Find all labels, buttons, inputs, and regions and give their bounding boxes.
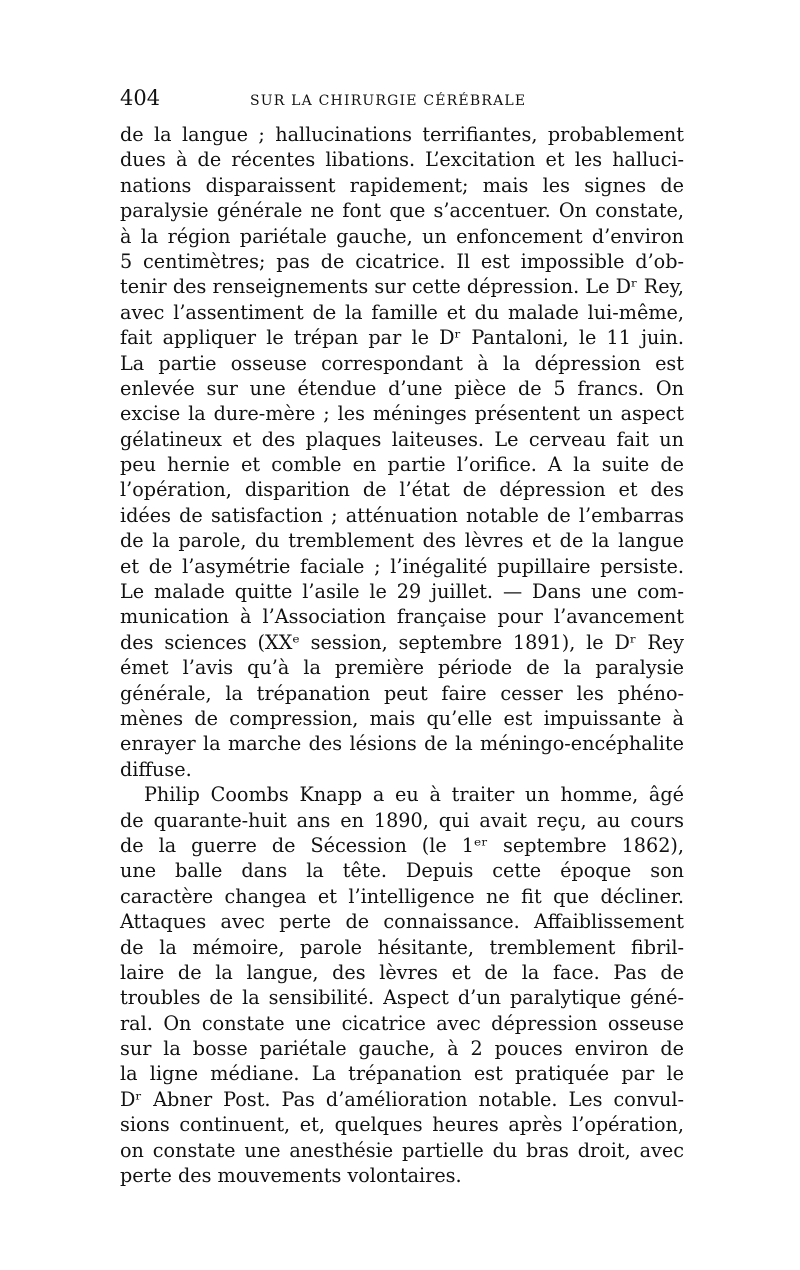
text-line: La partie osseuse correspondant à la dépression est	[120, 351, 684, 375]
text-line: munication à l’Association française pour l’avancement	[120, 605, 684, 629]
text-line: la ligne médiane. La trépanation est pratiquée par le	[120, 1062, 684, 1086]
text-line: des sciences (XXᵉ session, septembre 1891), le Dʳ Rey	[120, 630, 684, 654]
text-line: caractère changea et l’intelligence ne fit que décliner.	[120, 884, 684, 908]
text-line: gélatineux et des plaques laiteuses. Le cerveau fait un	[120, 427, 684, 451]
running-title: SUR LA CHIRURGIE CÉRÉBRALE	[250, 93, 527, 109]
text-line: mènes de compression, mais qu’elle est impuissante à	[120, 706, 684, 730]
text-line: l’opération, disparition de l’état de dépression et des	[120, 478, 684, 502]
text-line: troubles de la sensibilité. Aspect d’un paralytique géné-	[120, 986, 684, 1010]
text-line: ral. On constate une cicatrice avec dépression osseuse	[120, 1011, 684, 1035]
text-line: Le malade quitte l’asile le 29 juillet. — Dans une com-	[120, 580, 684, 604]
text-line: excise la dure-mère ; les méninges présentent un aspect	[120, 402, 684, 426]
text-line: tenir des renseignements sur cette dépression. Le Dʳ Rey,	[120, 275, 684, 299]
text-line: générale, la trépanation peut faire cesser les phéno-	[120, 681, 684, 705]
paragraph	[120, 782, 684, 1188]
text-line: enlevée sur une étendue d’une pièce de 5 francs. On	[120, 376, 684, 400]
text-line: nations disparaissent rapidement; mais les signes de	[120, 173, 684, 197]
running-head	[120, 86, 684, 122]
text-line: sions continuent, et, quelques heures après l’opération,	[120, 1113, 684, 1137]
text-line: Attaques avec perte de connaissance. Affaiblissement	[120, 910, 684, 934]
text-line: peu hernie et comble en partie l’orifice. A la suite de	[120, 453, 684, 477]
body-text	[120, 122, 684, 1188]
text-line: à la région pariétale gauche, un enfoncement d’environ	[120, 224, 684, 248]
text-line: de la parole, du tremblement des lèvres et de la langue	[120, 529, 684, 553]
text-line: laire de la langue, des lèvres et de la face. Pas de	[120, 960, 684, 984]
page-number: 404	[120, 86, 161, 110]
text-line: une balle dans la tête. Depuis cette époque son	[120, 859, 684, 883]
text-line: de quarante-huit ans en 1890, qui avait reçu, au cours	[120, 808, 684, 832]
text-line: sur la bosse pariétale gauche, à 2 pouces environ de	[120, 1037, 684, 1061]
text-line: avec l’assentiment de la famille et du malade lui-même,	[120, 300, 684, 324]
text-line: Philip Coombs Knapp a eu à traiter un homme, âgé	[144, 783, 684, 807]
text-line: dues à de récentes libations. L’excitation et les halluci-	[120, 148, 684, 172]
text-line: 5 centimètres; pas de cicatrice. Il est impossible d’ob-	[120, 249, 684, 273]
text-line: enrayer la marche des lésions de la méningo-encéphalite	[120, 732, 684, 756]
book-page	[120, 86, 684, 1188]
text-line: diffuse.	[120, 757, 192, 781]
text-line: de la guerre de Sécession (le 1ᵉʳ septembre 1862),	[120, 833, 684, 857]
text-line: idées de satisfaction ; atténuation notable de l’embarras	[120, 503, 684, 527]
paragraph	[120, 122, 684, 782]
text-line: Dʳ Abner Post. Pas d’amélioration notable. Les convul-	[120, 1087, 684, 1111]
text-line: perte des mouvements volontaires.	[120, 1164, 462, 1188]
text-line: paralysie générale ne font que s’accentuer. On constate,	[120, 199, 684, 223]
text-line: et de l’asymétrie faciale ; l’inégalité pupillaire persiste.	[120, 554, 684, 578]
text-line: fait appliquer le trépan par le Dʳ Pantaloni, le 11 juin.	[120, 326, 684, 350]
text-line: on constate une anesthésie partielle du bras droit, avec	[120, 1138, 684, 1162]
text-line: émet l’avis qu’à la première période de la paralysie	[120, 656, 684, 680]
text-line: de la langue ; hallucinations terrifiantes, probablement	[120, 123, 684, 146]
text-line: de la mémoire, parole hésitante, tremblement fibril-	[120, 935, 684, 959]
